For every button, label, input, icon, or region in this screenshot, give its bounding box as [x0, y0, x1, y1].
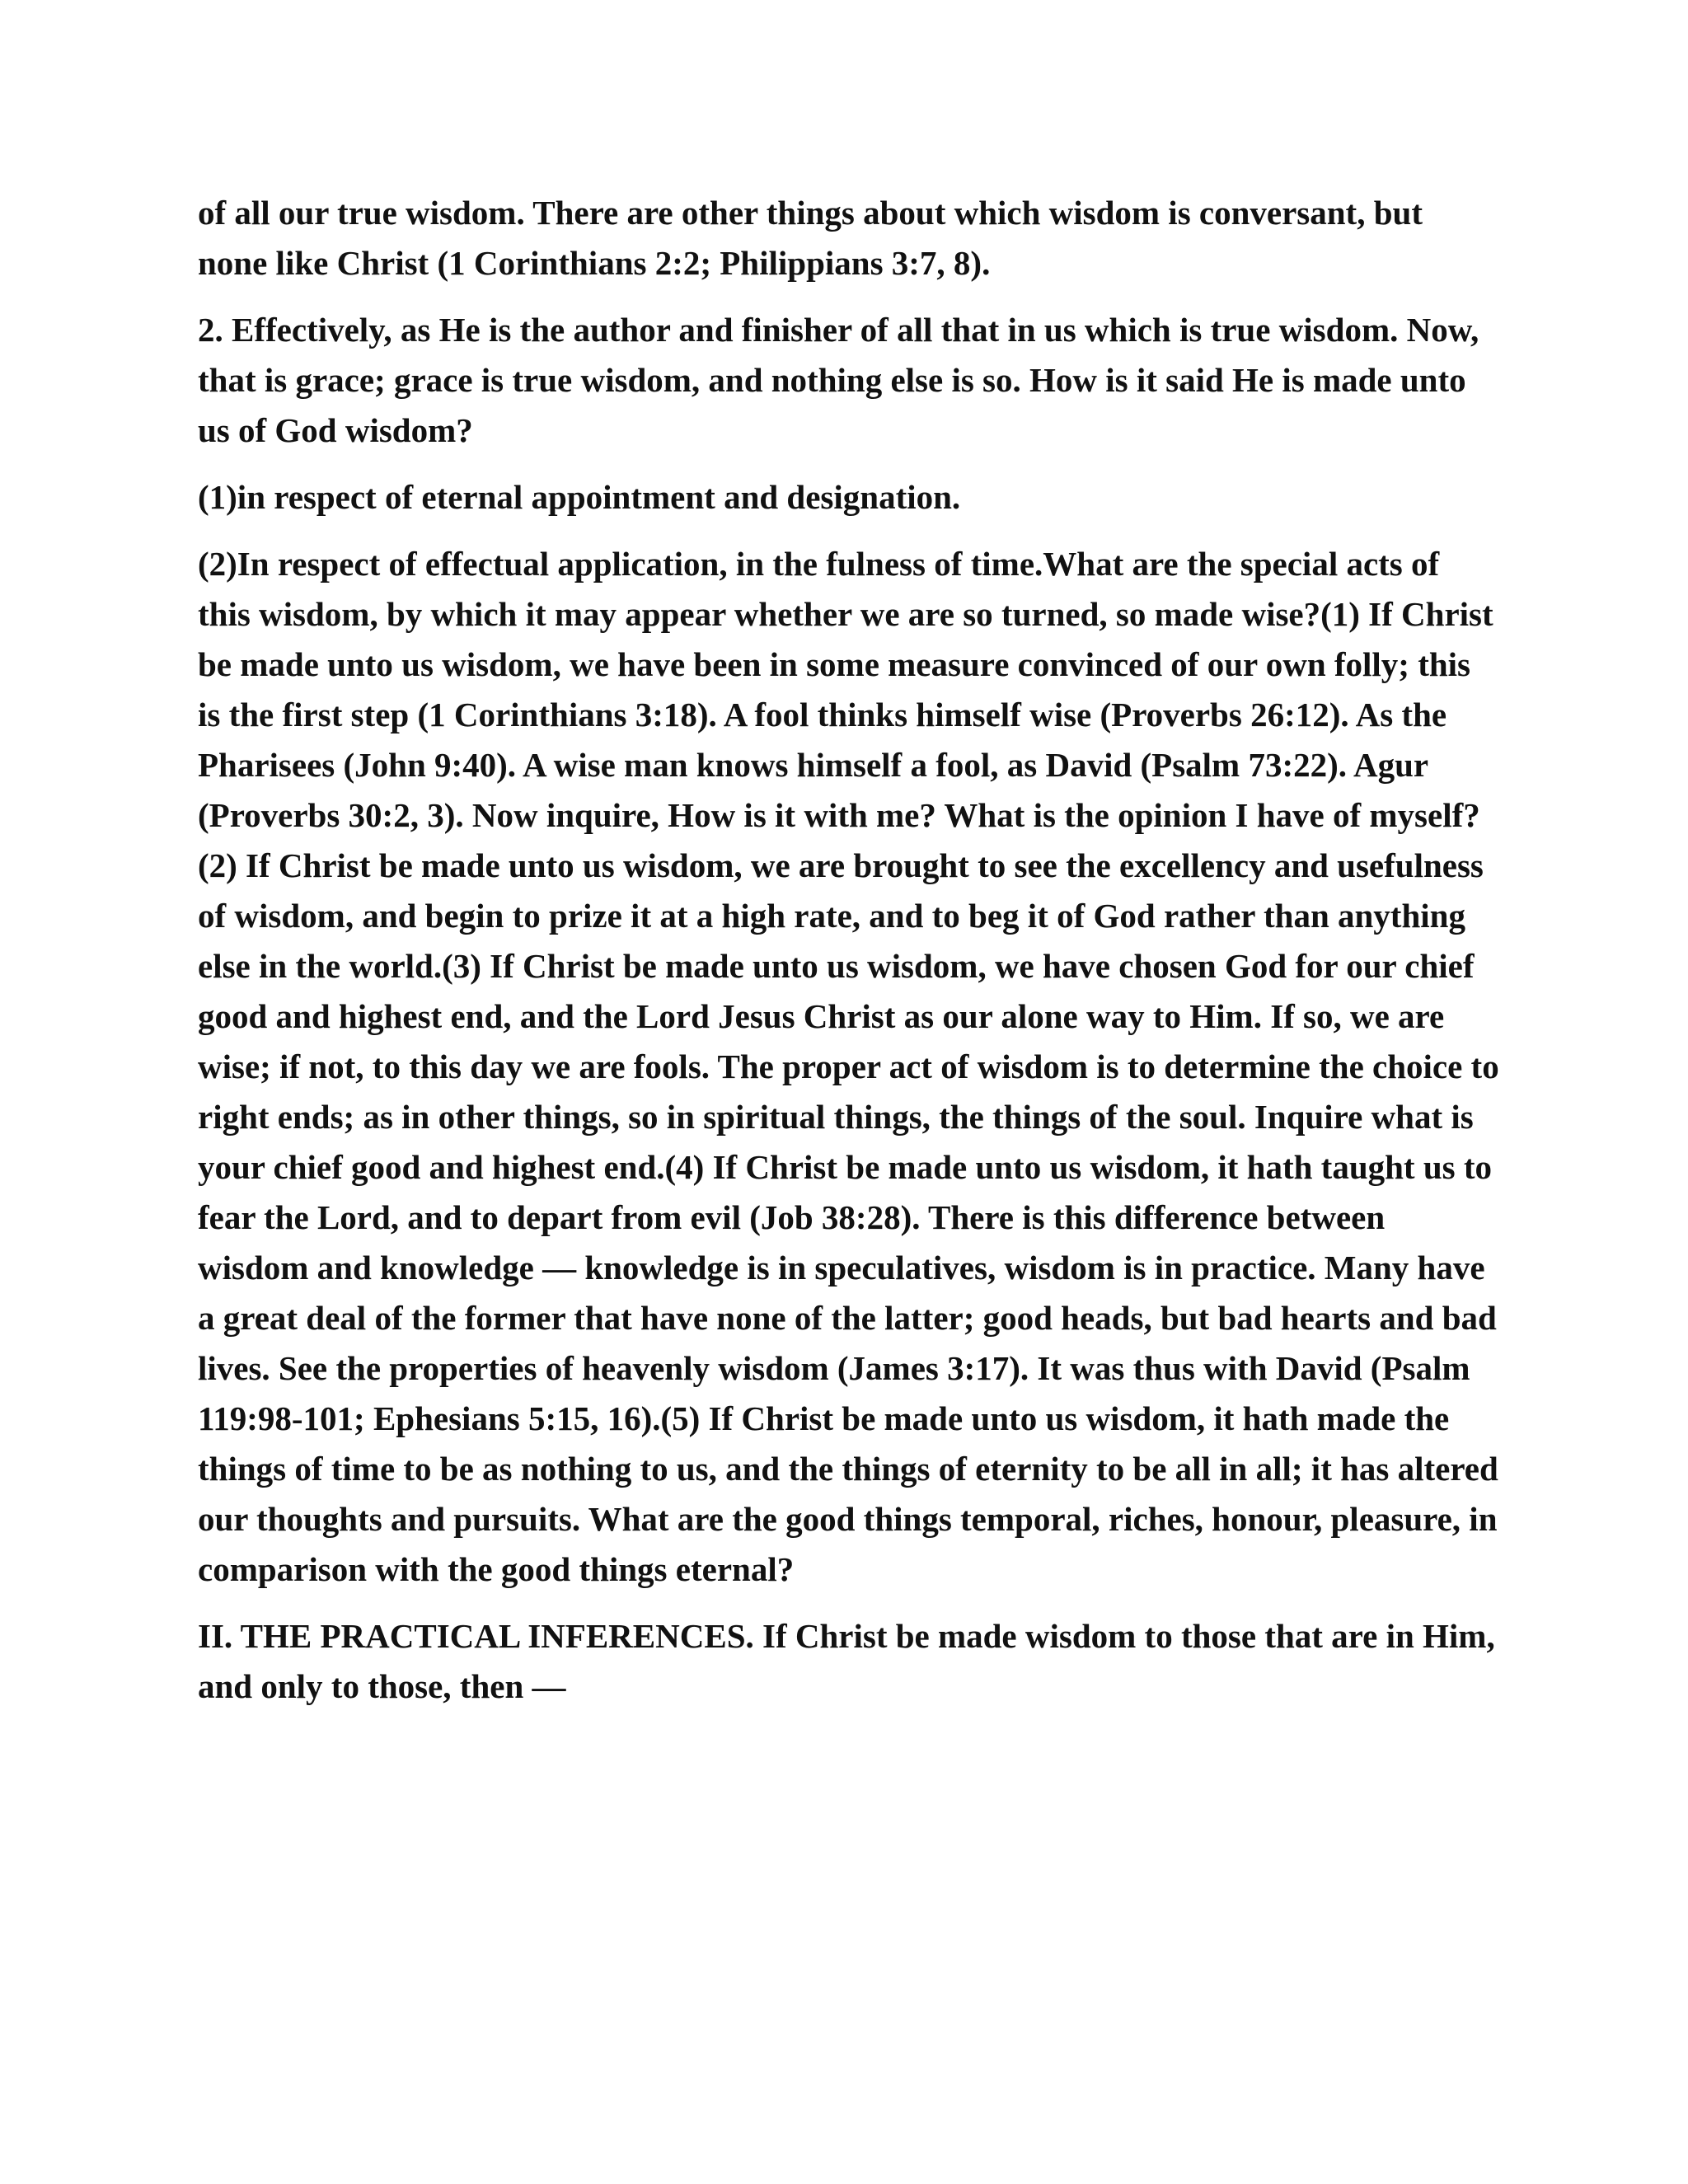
paragraph-eternal-appointment: (1)in respect of eternal appointment and designation. — [198, 478, 961, 516]
paragraph-effectual-application: (2)In respect of effectual application, in the fulness of time.What are the special acts of this wisdom, by which it may appear whether we are so turned, so made wise?(1) If Christ be made unto us wisdom, we have been in some measure convinced of our own folly; this is the first step (1 Corinthians 3:18). A fool thinks himself wise (Proverbs 26:12). As the Pharisees (John 9:40). A wise man knows himself a fool, as David (Psalm 73:22). Agur (Proverbs 30:2, 3). Now inquire, How is it with me? What is the opinion I have of myself?(2) If Christ be made unto us wisdom, we are brought to see the excellency and usefulness of wisdom, and begin to prize it at a high rate, and to beg it of God rather than anything else in the world.(3) If Christ be made unto us wisdom, we have chosen God for our chief good and highest end, and the Lord Jesus Christ as our alone way to Him. If so, we are wise; if not, to this day we are fools. The proper act of wisdom is to determine the choice to right ends; as in other things, so in spiritual things, the things of the soul. Inquire what is your chief good and highest end.(4) If Christ be made unto us wisdom, it hath taught us to fear the Lord, and to depart from evil (Job 38:28). There is this difference between wisdom and knowledge — knowledge is in speculatives, wisdom is in practice. Many have a great deal of the former that have none of the latter; good heads, but bad hearts and bad lives. See the properties of heavenly wisdom (James 3:17). It was thus with David (Psalm 119:98-101; Ephesians 5:15, 16).(5) If Christ be made unto us wisdom, it hath made the things of time to be as nothing to us, and the things of eternity to be all in all; it has altered our thoughts and pursuits. What are the good things temporal, riches, honour, pleasure, in comparison with the good things eternal? — [198, 545, 1499, 1588]
paragraph-practical-inferences: II. THE PRACTICAL INFERENCES. If Christ be made wisdom to those that are in Him, and only to those, then — — [198, 1617, 1495, 1705]
document-body — [198, 188, 1500, 1712]
paragraph-true-wisdom: of all our true wisdom. There are other things about which wisdom is conversant, but none like Christ (1 Corinthians 2:2; Philippians 3:7, 8). — [198, 194, 1423, 282]
paragraph-effectively: 2. Effectively, as He is the author and finisher of all that in us which is true wisdom. Now, that is grace; grace is true wisdom, and nothing else is so. How is it said He is made unto us of God wisdom? — [198, 311, 1479, 449]
